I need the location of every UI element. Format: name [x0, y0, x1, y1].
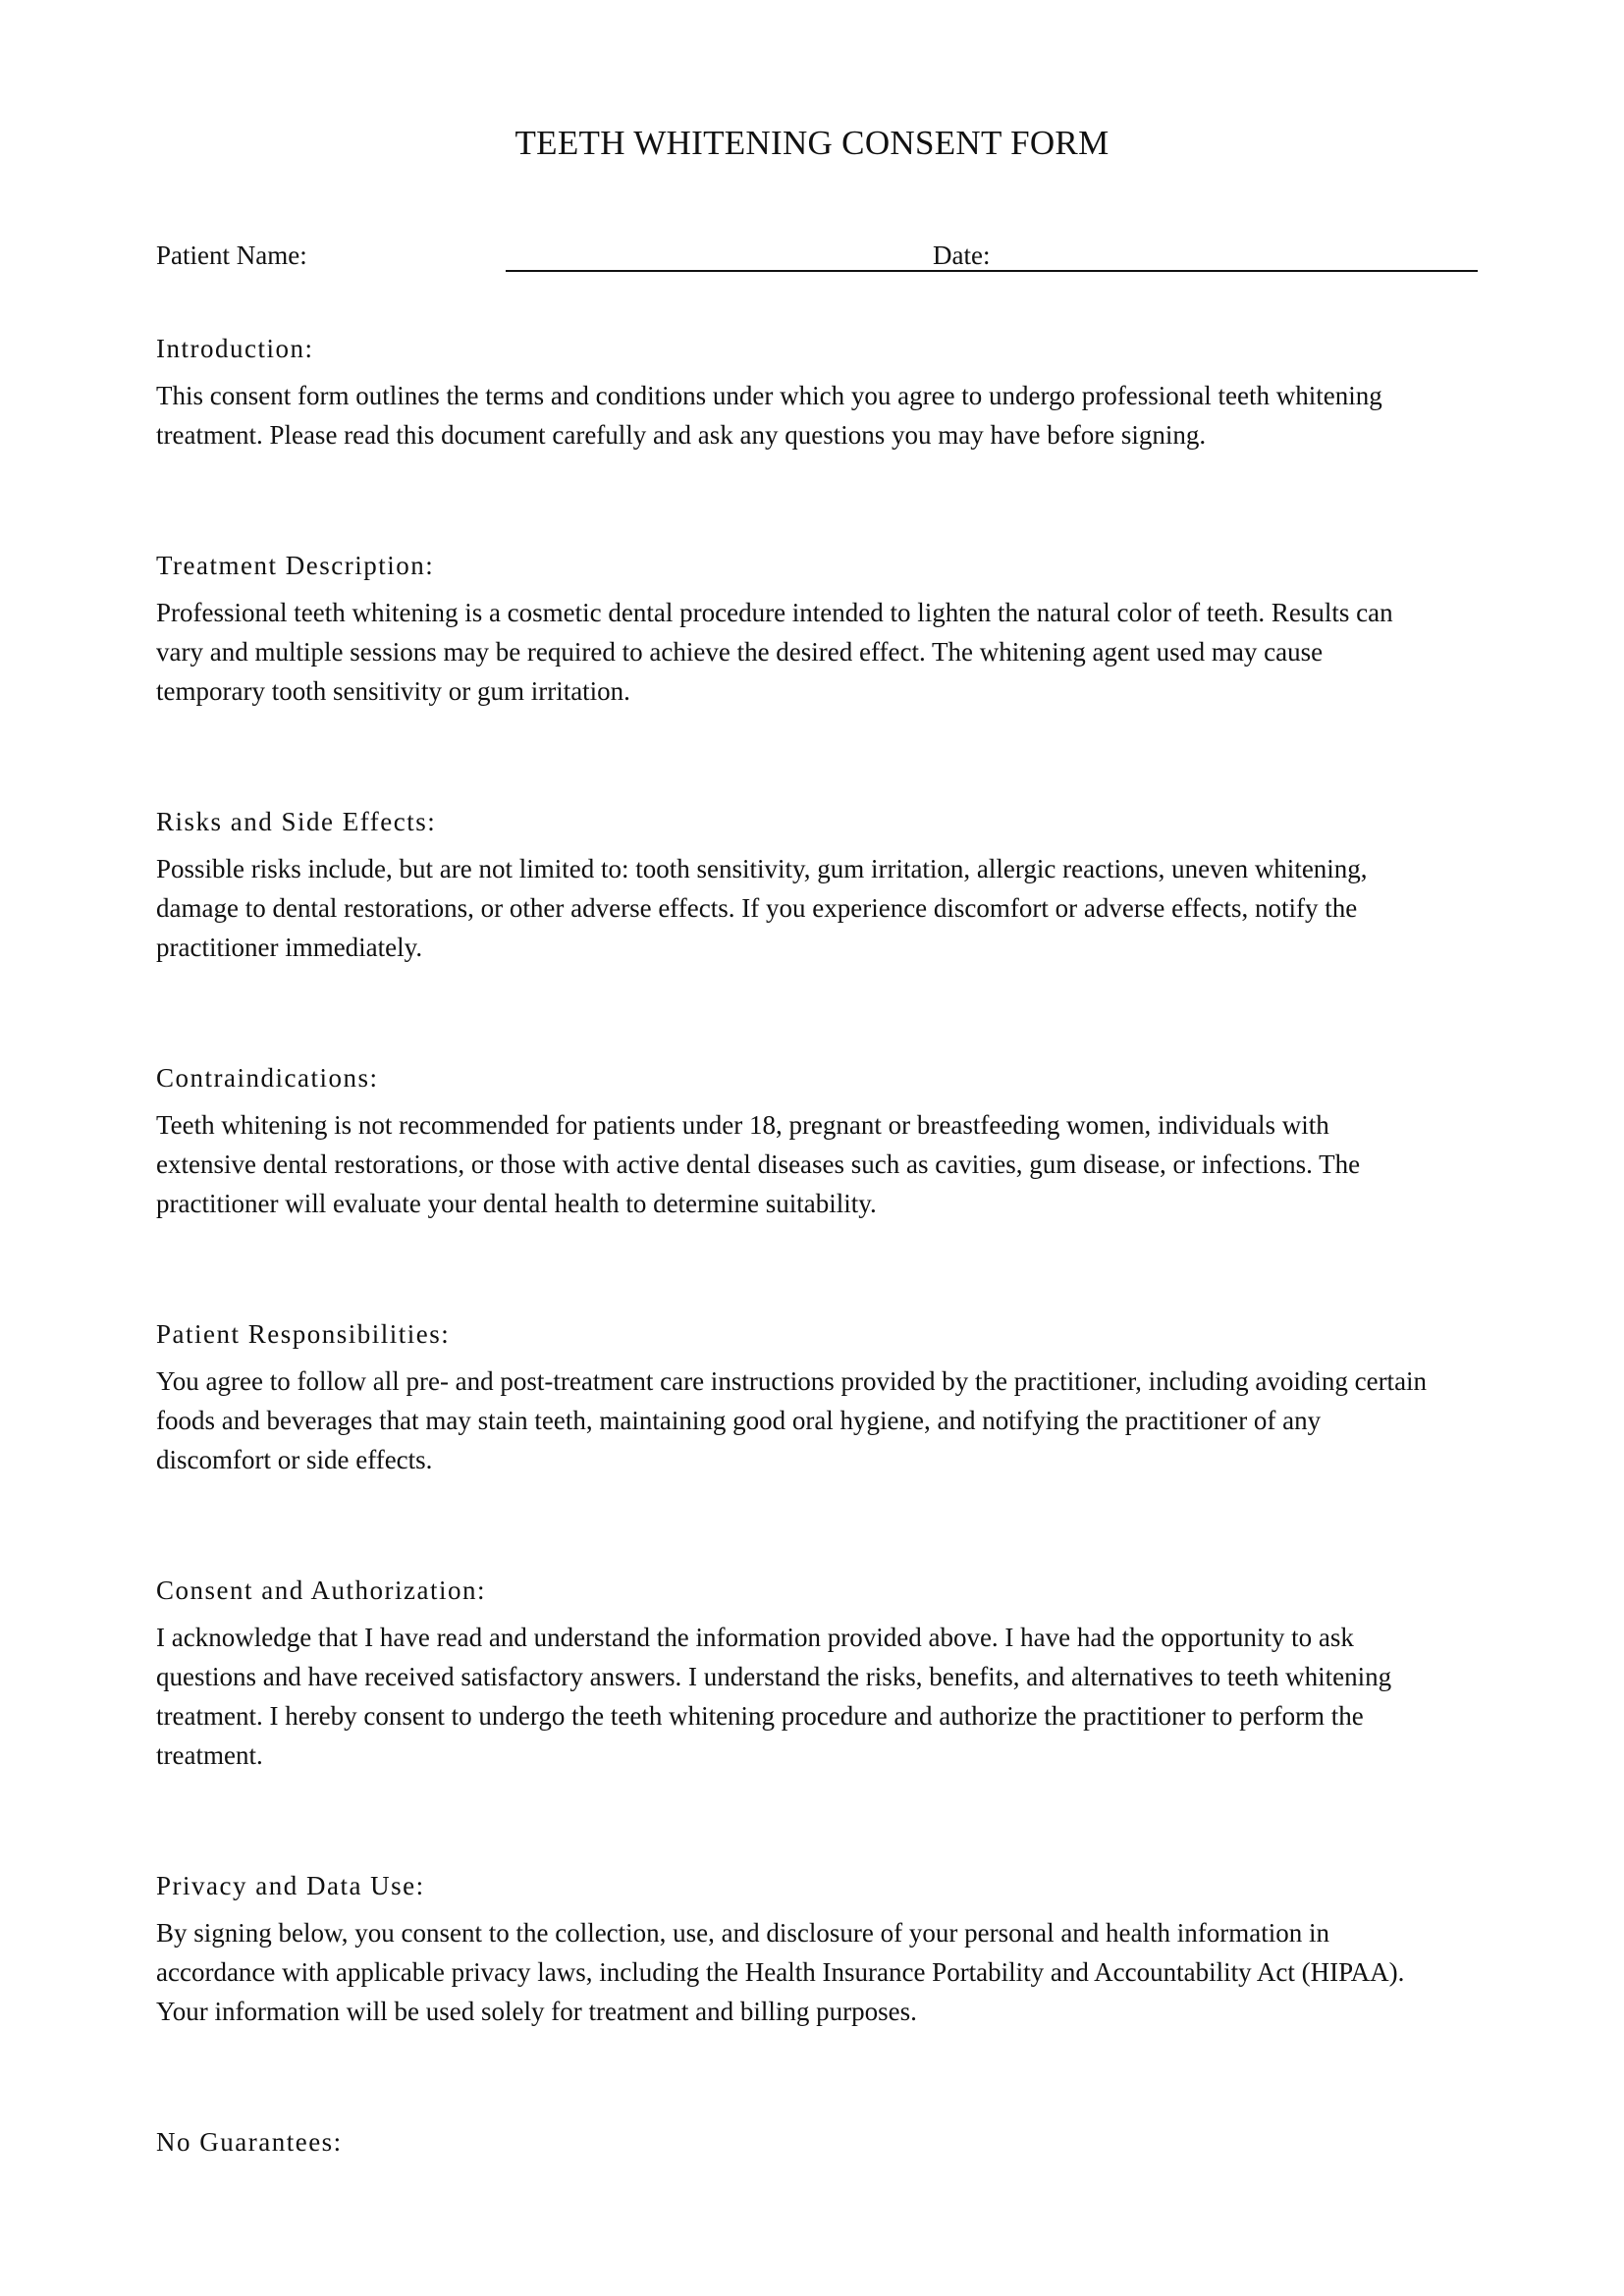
section-treatment-description [156, 546, 1550, 711]
paragraph-line: Professional teeth whitening is a cosmetic dental procedure intended to lighten the natural color of teeth. Results can [156, 598, 1393, 627]
paragraph-line: damage to dental restorations, or other adverse effects. If you experience discomfort or adverse effects, notify the [156, 893, 1358, 923]
section-consent-authorization [156, 1571, 1550, 1775]
patient-name-date-fill-line [506, 270, 1478, 272]
section-heading: Treatment Description: [156, 551, 435, 580]
paragraph-line: Your information will be used solely for treatment and billing purposes. [156, 1997, 917, 2026]
section-heading: Patient Responsibilities: [156, 1319, 451, 1349]
paragraph-line: This consent form outlines the terms and conditions under which you agree to undergo professional teeth whitening [156, 381, 1382, 410]
section-heading: Contraindications: [156, 1063, 379, 1093]
section-heading: No Guarantees: [156, 2127, 343, 2157]
paragraph-line: Possible risks include, but are not limited to: tooth sensitivity, gum irritation, allergic reactions, uneven whitening, [156, 854, 1368, 883]
paragraph-line: Teeth whitening is not recommended for patients under 18, pregnant or breastfeeding women, individuals with [156, 1110, 1329, 1140]
section-privacy-data-use [156, 1866, 1550, 2031]
paragraph-line: You agree to follow all pre- and post-treatment care instructions provided by the practitioner, including avoiding certain [156, 1366, 1428, 1396]
patient-name-label: Patient Name: [156, 240, 307, 270]
section-risks-side-effects [156, 802, 1550, 967]
paragraph-line: temporary tooth sensitivity or gum irritation. [156, 676, 630, 706]
paragraph-line: questions and have received satisfactory answers. I understand the risks, benefits, and alternatives to teeth whitening [156, 1662, 1392, 1691]
paragraph-line: extensive dental restorations, or those with active dental diseases such as cavities, gum disease, or infections. The [156, 1149, 1361, 1179]
paragraph-line: vary and multiple sessions may be required to achieve the desired effect. The whitening agent used may cause [156, 637, 1324, 667]
date-label: Date: [933, 240, 991, 270]
section-heading: Risks and Side Effects: [156, 807, 437, 836]
form-title: TEETH WHITENING CONSENT FORM [514, 124, 1110, 162]
paragraph-line: accordance with applicable privacy laws, including the Health Insurance Portability and Accountability Act (HIPAA). [156, 1957, 1405, 1987]
paragraph-line: practitioner will evaluate your dental health to determine suitability. [156, 1189, 877, 1218]
section-patient-responsibilities [156, 1314, 1550, 1479]
paragraph-line: By signing below, you consent to the collection, use, and disclosure of your personal and health information in [156, 1918, 1330, 1948]
section-heading: Introduction: [156, 334, 314, 363]
paragraph-line: treatment. I hereby consent to undergo the teeth whitening procedure and authorize the practitioner to perform the [156, 1701, 1364, 1731]
paragraph-line: foods and beverages that may stain teeth, maintaining good oral hygiene, and notifying the practitioner of any [156, 1406, 1322, 1435]
section-heading: Consent and Authorization: [156, 1575, 486, 1605]
paragraph-line: treatment. Please read this document carefully and ask any questions you may have before signing. [156, 420, 1207, 450]
paragraph-line: practitioner immediately. [156, 933, 423, 962]
paragraph-line: discomfort or side effects. [156, 1445, 433, 1474]
section-no-guarantees [156, 2122, 1550, 2162]
form-sections [156, 329, 1550, 2253]
section-introduction [156, 329, 1550, 454]
section-heading: Privacy and Data Use: [156, 1871, 425, 1900]
paragraph-line: treatment. [156, 1740, 263, 1770]
section-contraindications [156, 1058, 1550, 1223]
paragraph-line: I acknowledge that I have read and understand the information provided above. I have had the opportunity to ask [156, 1623, 1354, 1652]
